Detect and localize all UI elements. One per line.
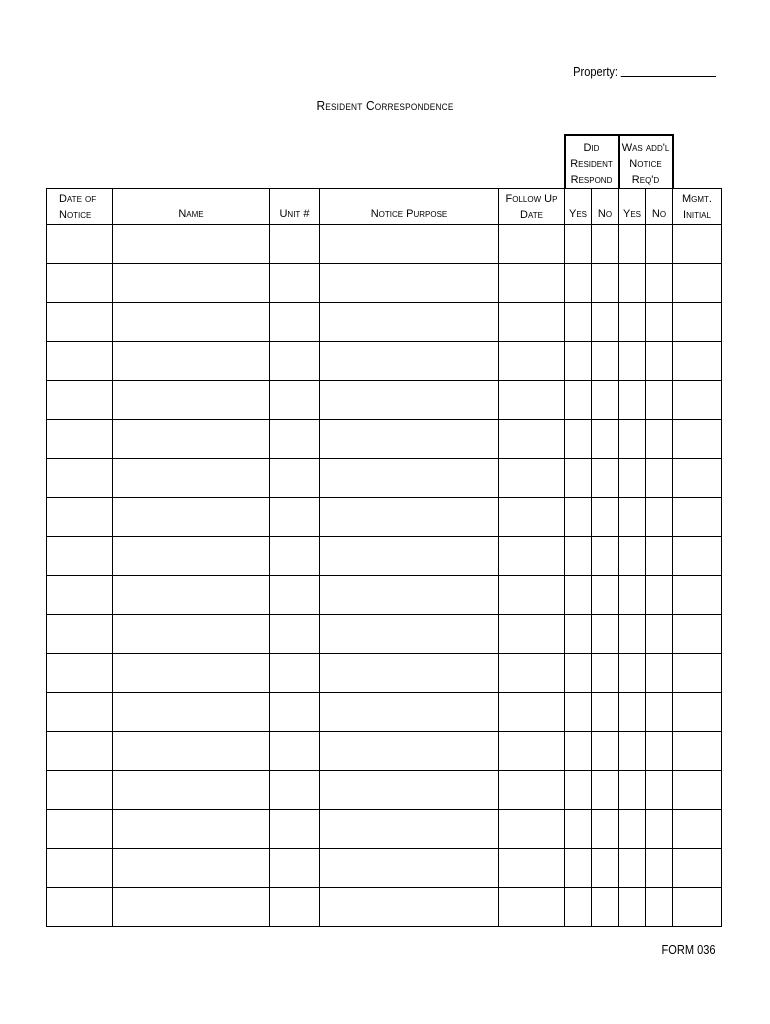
no-notice-cell[interactable] [646,420,673,459]
property-label: Property: [573,64,619,79]
yes-notice-cell[interactable] [619,615,646,654]
no-respond-cell[interactable] [592,654,619,693]
no-notice-cell[interactable] [646,615,673,654]
yes-respond-cell[interactable] [565,654,592,693]
yes-notice-cell[interactable] [619,732,646,771]
table-row [47,498,722,537]
name-cell[interactable] [113,225,270,264]
no-respond-cell[interactable] [592,303,619,342]
yes-notice-cell[interactable] [619,810,646,849]
yes-notice-cell[interactable] [619,420,646,459]
name-cell[interactable] [113,576,270,615]
date-cell[interactable] [47,342,113,381]
followup-cell[interactable] [499,576,565,615]
yes-respond-cell[interactable] [565,888,592,927]
no-respond-cell[interactable] [592,732,619,771]
date-cell[interactable] [47,381,113,420]
followup-cell[interactable] [499,693,565,732]
did-line-1: Did [583,142,600,154]
unit-cell[interactable] [270,810,320,849]
unit-cell[interactable] [270,654,320,693]
date-cell[interactable] [47,459,113,498]
followup-cell[interactable] [499,888,565,927]
date-cell[interactable] [47,888,113,927]
no-respond-cell[interactable] [592,693,619,732]
name-cell[interactable] [113,498,270,537]
name-cell[interactable] [113,342,270,381]
yes-respond-cell[interactable] [565,381,592,420]
no-notice-cell[interactable] [646,459,673,498]
header-notice-purpose: Notice Purpose [320,189,499,225]
yes-respond-cell[interactable] [565,225,592,264]
yes-respond-cell[interactable] [565,810,592,849]
name-cell[interactable] [113,693,270,732]
yes-notice-cell[interactable] [619,264,646,303]
purpose-cell[interactable] [320,888,499,927]
date-cell[interactable] [47,264,113,303]
name-cell[interactable] [113,732,270,771]
purpose-cell[interactable] [320,810,499,849]
table-row [47,888,722,927]
no-respond-cell[interactable] [592,888,619,927]
table-body [47,225,722,927]
yes-notice-cell[interactable] [619,576,646,615]
header-no-respond: No [592,189,619,225]
yes-respond-cell[interactable] [565,303,592,342]
purpose-cell[interactable] [320,498,499,537]
no-respond-cell[interactable] [592,615,619,654]
no-respond-cell[interactable] [592,459,619,498]
name-cell[interactable] [113,381,270,420]
unit-cell[interactable] [270,537,320,576]
date-cell[interactable] [47,810,113,849]
property-blank[interactable] [621,64,716,77]
header-yes-notice: Yes [619,189,646,225]
name-cell[interactable] [113,654,270,693]
no-respond-cell[interactable] [592,849,619,888]
header-yes-respond: Yes [565,189,592,225]
yes-notice-cell[interactable] [619,381,646,420]
name-cell[interactable] [113,810,270,849]
yes-respond-cell[interactable] [565,615,592,654]
mgmt-initial-cell[interactable] [673,615,722,654]
followup-cell[interactable] [499,615,565,654]
no-notice-cell[interactable] [646,888,673,927]
header-follow-up-date [499,189,565,225]
no-notice-cell[interactable] [646,693,673,732]
no-respond-cell[interactable] [592,498,619,537]
header-date-of-notice [47,189,113,225]
no-notice-cell[interactable] [646,498,673,537]
followup-cell[interactable] [499,654,565,693]
unit-cell[interactable] [270,420,320,459]
table-row [47,654,722,693]
date-cell[interactable] [47,537,113,576]
no-notice-cell[interactable] [646,771,673,810]
yes-respond-cell[interactable] [565,342,592,381]
yes-notice-cell[interactable] [619,342,646,381]
yes-notice-cell[interactable] [619,537,646,576]
form-number: FORM 036 [661,942,716,957]
purpose-cell[interactable] [320,459,499,498]
yes-notice-cell[interactable] [619,693,646,732]
header-was-addl-notice [619,135,673,189]
yes-respond-cell[interactable] [565,264,592,303]
date-cell[interactable] [47,498,113,537]
no-respond-cell[interactable] [592,420,619,459]
mgmt-initial-cell[interactable] [673,225,722,264]
did-line-2: Resident [570,158,613,170]
date-cell[interactable] [47,654,113,693]
date-line-1: Date of [59,193,97,205]
purpose-cell[interactable] [320,342,499,381]
header-unit: Unit # [270,189,320,225]
yes-respond-cell[interactable] [565,498,592,537]
purpose-cell[interactable] [320,537,499,576]
unit-cell[interactable] [270,264,320,303]
header-mgmt-initial [673,189,722,225]
mgmt-initial-cell[interactable] [673,459,722,498]
yes-notice-cell[interactable] [619,771,646,810]
date-line-2: Notice [59,209,92,221]
no-notice-cell[interactable] [646,537,673,576]
date-cell[interactable] [47,771,113,810]
unit-cell[interactable] [270,888,320,927]
mgmt-initial-cell[interactable] [673,576,722,615]
mgmt-initial-cell[interactable] [673,810,722,849]
table-row [47,810,722,849]
purpose-cell[interactable] [320,225,499,264]
unit-cell[interactable] [270,615,320,654]
name-cell[interactable] [113,888,270,927]
date-cell[interactable] [47,303,113,342]
table-row [47,420,722,459]
unit-cell[interactable] [270,732,320,771]
mgmt-initial-cell[interactable] [673,771,722,810]
table-row [47,537,722,576]
no-notice-cell[interactable] [646,576,673,615]
name-cell[interactable] [113,264,270,303]
no-respond-cell[interactable] [592,810,619,849]
purpose-cell[interactable] [320,771,499,810]
purpose-cell[interactable] [320,576,499,615]
yes-notice-cell[interactable] [619,459,646,498]
followup-cell[interactable] [499,849,565,888]
name-cell[interactable] [113,771,270,810]
no-notice-cell[interactable] [646,810,673,849]
unit-cell[interactable] [270,576,320,615]
yes-notice-cell[interactable] [619,654,646,693]
table-row [47,381,722,420]
yes-respond-cell[interactable] [565,420,592,459]
yes-notice-cell[interactable] [619,225,646,264]
followup-cell[interactable] [499,810,565,849]
table-row [47,771,722,810]
yes-notice-cell[interactable] [619,303,646,342]
name-cell[interactable] [113,420,270,459]
unit-cell[interactable] [270,498,320,537]
mgmt-initial-cell[interactable] [673,420,722,459]
unit-cell[interactable] [270,693,320,732]
no-notice-cell[interactable] [646,342,673,381]
unit-cell[interactable] [270,381,320,420]
name-cell[interactable] [113,303,270,342]
table-row [47,615,722,654]
no-respond-cell[interactable] [592,381,619,420]
table-row [47,303,722,342]
no-respond-cell[interactable] [592,537,619,576]
date-cell[interactable] [47,693,113,732]
followup-line-1: Follow Up [505,193,558,205]
purpose-cell[interactable] [320,264,499,303]
mgmt-initial-cell[interactable] [673,264,722,303]
yes-respond-cell[interactable] [565,576,592,615]
header-no-notice: No [646,189,673,225]
mgmt-line-2: Initial [683,209,711,221]
yes-notice-cell[interactable] [619,498,646,537]
table-row [47,342,722,381]
followup-cell[interactable] [499,225,565,264]
date-cell[interactable] [47,225,113,264]
unit-cell[interactable] [270,771,320,810]
mgmt-initial-cell[interactable] [673,693,722,732]
correspondence-table [46,134,722,927]
mgmt-initial-cell[interactable] [673,888,722,927]
followup-cell[interactable] [499,498,565,537]
date-cell[interactable] [47,576,113,615]
table-row [47,264,722,303]
no-notice-cell[interactable] [646,654,673,693]
table-row [47,693,722,732]
purpose-cell[interactable] [320,615,499,654]
yes-respond-cell[interactable] [565,693,592,732]
no-respond-cell[interactable] [592,264,619,303]
date-cell[interactable] [47,849,113,888]
no-notice-cell[interactable] [646,849,673,888]
mgmt-initial-cell[interactable] [673,381,722,420]
table-row [47,459,722,498]
followup-cell[interactable] [499,264,565,303]
date-cell[interactable] [47,732,113,771]
no-respond-cell[interactable] [592,225,619,264]
mgmt-initial-cell[interactable] [673,732,722,771]
followup-cell[interactable] [499,771,565,810]
no-notice-cell[interactable] [646,225,673,264]
name-cell[interactable] [113,537,270,576]
no-notice-cell[interactable] [646,381,673,420]
mgmt-line-1: Mgmt. [682,193,712,205]
table-row [47,576,722,615]
yes-respond-cell[interactable] [565,732,592,771]
no-notice-cell[interactable] [646,264,673,303]
unit-cell[interactable] [270,225,320,264]
mgmt-initial-cell[interactable] [673,498,722,537]
followup-cell[interactable] [499,459,565,498]
no-notice-cell[interactable] [646,732,673,771]
table-row [47,732,722,771]
no-respond-cell[interactable] [592,576,619,615]
purpose-cell[interactable] [320,693,499,732]
purpose-cell[interactable] [320,654,499,693]
table-row [47,225,722,264]
unit-cell[interactable] [270,849,320,888]
mgmt-initial-cell[interactable] [673,849,722,888]
name-cell[interactable] [113,849,270,888]
was-line-2: Notice [629,158,662,170]
yes-respond-cell[interactable] [565,537,592,576]
yes-respond-cell[interactable] [565,459,592,498]
unit-cell[interactable] [270,459,320,498]
did-line-3: Respond [570,174,613,186]
mgmt-initial-cell[interactable] [673,654,722,693]
name-cell[interactable] [113,615,270,654]
no-respond-cell[interactable] [592,771,619,810]
followup-cell[interactable] [499,303,565,342]
form-title: Resident Correspondence [316,98,454,113]
followup-cell[interactable] [499,342,565,381]
mgmt-initial-cell[interactable] [673,342,722,381]
purpose-cell[interactable] [320,381,499,420]
followup-line-2: Date [520,209,543,221]
purpose-cell[interactable] [320,849,499,888]
followup-cell[interactable] [499,381,565,420]
mgmt-initial-cell[interactable] [673,303,722,342]
purpose-cell[interactable] [320,732,499,771]
followup-cell[interactable] [499,537,565,576]
was-line-3: Req'd [631,174,660,186]
mgmt-initial-cell[interactable] [673,537,722,576]
yes-respond-cell[interactable] [565,849,592,888]
date-cell[interactable] [47,615,113,654]
followup-cell[interactable] [499,732,565,771]
header-did-resident-respond [565,135,619,189]
table-row [47,849,722,888]
yes-notice-cell[interactable] [619,849,646,888]
was-line-1: Was add'l [621,142,670,154]
date-cell[interactable] [47,420,113,459]
yes-notice-cell[interactable] [619,888,646,927]
header-name: Name [113,189,270,225]
name-cell[interactable] [113,459,270,498]
yes-respond-cell[interactable] [565,771,592,810]
no-notice-cell[interactable] [646,303,673,342]
purpose-cell[interactable] [320,420,499,459]
unit-cell[interactable] [270,303,320,342]
property-field [573,64,716,79]
purpose-cell[interactable] [320,303,499,342]
no-respond-cell[interactable] [592,342,619,381]
followup-cell[interactable] [499,420,565,459]
unit-cell[interactable] [270,342,320,381]
